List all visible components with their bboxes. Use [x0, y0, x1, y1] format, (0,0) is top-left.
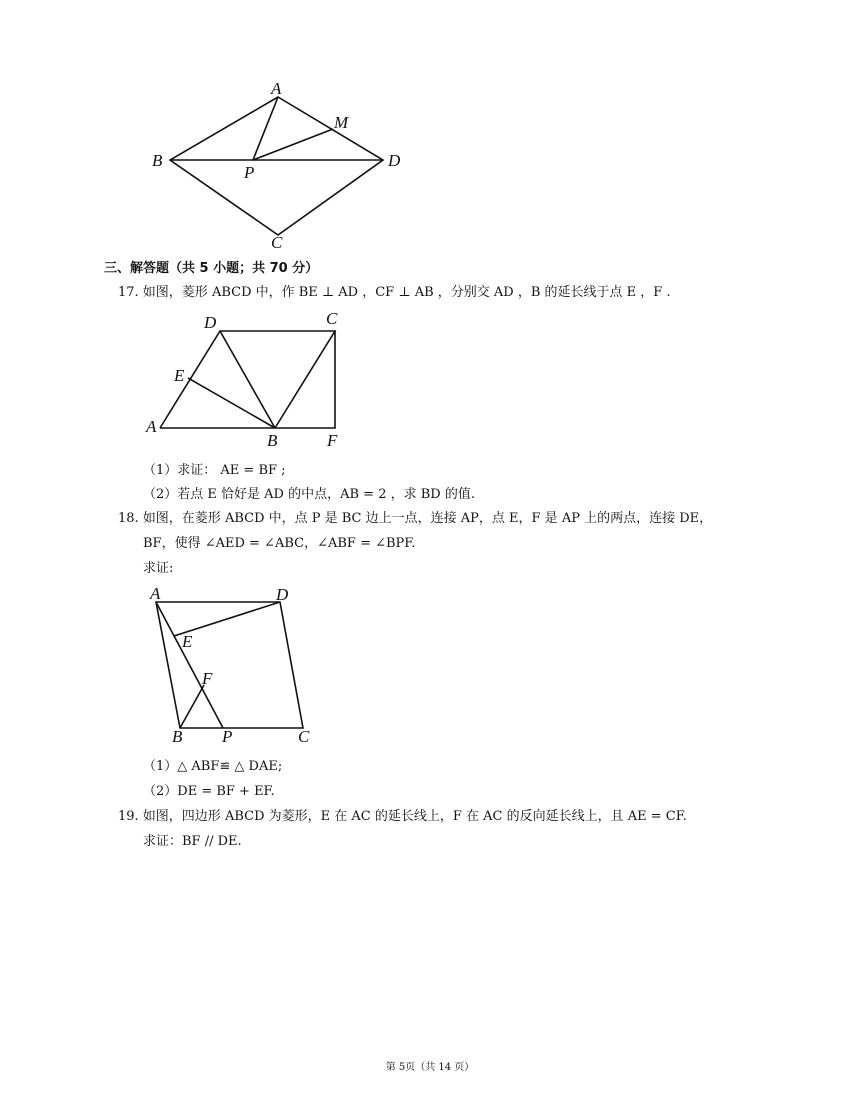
label-d: D: [204, 313, 217, 332]
segment-de: [174, 602, 280, 636]
figure-q16: [140, 78, 420, 250]
q18-stem-line1: 18. 如图，在菱形 ABCD 中，点 P 是 BC 边上一点，连接 AP，点 E，F 是 AP 上的两点，连接 DE，: [118, 511, 713, 526]
q18-part1: （1）△ ABF≌ △ DAE;: [143, 759, 283, 774]
label-d: D: [388, 151, 401, 170]
figure-q18-svg: [140, 585, 330, 750]
segment-ap: [253, 97, 278, 160]
label-f: F: [202, 669, 213, 688]
q18-stem-line2: BF，使得 ∠AED = ∠ABC，∠ABF = ∠BPF.: [143, 536, 416, 551]
segment-ap: [156, 602, 223, 728]
label-c: C: [326, 309, 338, 328]
label-a: A: [271, 79, 282, 98]
label-f: F: [327, 431, 338, 450]
q17-part1: （1）求证： AE = BF ;: [143, 463, 286, 478]
section-header: 三、解答题（共 5 小题；共 70 分）: [104, 261, 319, 276]
q17-part2: （2）若点 E 恰好是 AD 的中点，AB = 2 ，求 BD 的值.: [143, 487, 475, 502]
label-a: A: [150, 584, 161, 603]
segment-bf: [180, 685, 204, 728]
q19-prove: 求证：BF // DE.: [143, 834, 242, 849]
q18-prove-label: 求证:: [143, 561, 174, 576]
label-p: P: [222, 727, 233, 746]
label-a: A: [146, 417, 157, 436]
label-b: B: [172, 727, 183, 746]
label-m: M: [334, 113, 349, 132]
label-d: D: [276, 585, 289, 604]
label-c: C: [271, 233, 283, 252]
label-b: B: [267, 431, 278, 450]
rhombus-abcd: [156, 602, 303, 728]
figure-q17-svg: [140, 308, 360, 453]
label-e: E: [182, 632, 193, 651]
figure-q18: [140, 585, 330, 750]
q17-stem: 17. 如图，菱形 ABCD 中，作 BE ⊥ AD ，CF ⊥ AB ，分别交 AD ，B 的延长线于点 E ，F .: [118, 285, 671, 300]
figure-q17: [140, 308, 360, 453]
q19-stem: 19. 如图，四边形 ABCD 为菱形，E 在 AC 的延长线上，F 在 AC 的反向延长线上，且 AE = CF.: [118, 809, 687, 824]
diagonal-bd: [220, 331, 275, 428]
label-c: C: [298, 727, 310, 746]
rhombus-abcd: [170, 97, 383, 235]
label-b: B: [152, 151, 163, 170]
page-footer: 第 5页（共 14 页）: [385, 1062, 475, 1073]
segment-pm: [253, 129, 333, 160]
figure-q16-svg: [140, 78, 420, 250]
label-p: P: [244, 163, 255, 182]
segment-be: [188, 378, 275, 428]
label-e: E: [174, 366, 185, 385]
q18-part2: （2）DE = BF + EF.: [143, 784, 275, 799]
